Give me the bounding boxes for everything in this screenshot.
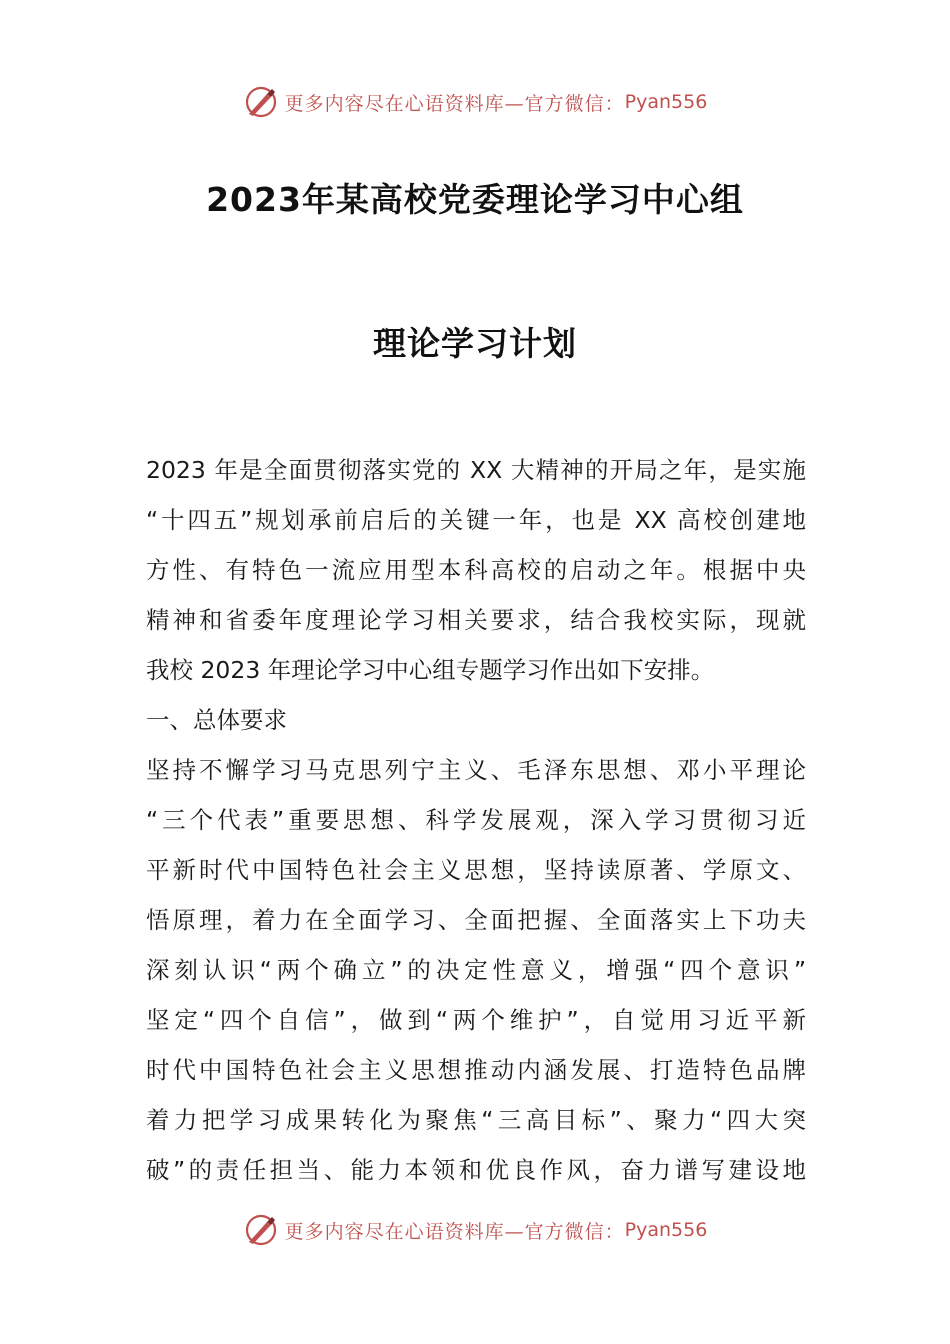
pen-logo-icon (243, 84, 279, 120)
document-title-line-1: 2023年某高校党委理论学习中心组 (206, 180, 744, 219)
body-line: “三个代表”重要思想、科学发展观，深入学习贯彻习近 (146, 806, 806, 834)
body-line: 悟原理，着力在全面学习、全面把握、全面落实上下功夫 (146, 906, 806, 934)
body-line: 2023 年是全面贯彻落实党的 XX 大精神的开局之年，是实施 (146, 456, 806, 484)
body-line: 坚定“四个自信”，做到“两个维护”，自觉用习近平新 (146, 1006, 806, 1034)
body-line: 平新时代中国特色社会主义思想，坚持读原著、学原文、 (146, 856, 806, 884)
body-line: 方性、有特色一流应用型本科高校的启动之年。根据中央 (146, 556, 806, 584)
body-line: 我校 2023 年理论学习中心组专题学习作出如下安排。 (146, 656, 715, 684)
header-watermark (0, 80, 950, 124)
body-line: 深刻认识“两个确立”的决定性意义，增强“四个意识” (146, 956, 806, 984)
body-line: 时代中国特色社会主义思想推动内涵发展、打造特色品牌 (146, 1056, 806, 1084)
document-body (146, 445, 806, 1195)
body-line: 坚持不懈学习马克思列宁主义、毛泽东思想、邓小平理论 (146, 756, 806, 784)
watermark-text: 更多内容尽在心语资料库—官方微信： (284, 1220, 625, 1243)
pen-logo-icon (243, 1212, 279, 1248)
watermark-wechat-id: Pyan556 (624, 91, 708, 113)
footer-watermark (0, 1208, 950, 1252)
body-line: 破”的责任担当、能力本领和优良作风，奋力谱写建设地 (146, 1156, 806, 1184)
body-line: 着力把学习成果转化为聚焦“三高目标”、聚力“四大突 (146, 1106, 806, 1134)
watermark-wechat-id: Pyan556 (624, 1219, 708, 1241)
document-title-line-2: 理论学习计划 (373, 324, 577, 363)
watermark-text: 更多内容尽在心语资料库—官方微信： (284, 92, 625, 115)
body-line: “十四五”规划承前启后的关键一年，也是 XX 高校创建地 (146, 506, 806, 534)
section-heading: 一、总体要求 (146, 706, 287, 734)
body-line: 精神和省委年度理论学习相关要求，结合我校实际，现就 (146, 606, 806, 634)
